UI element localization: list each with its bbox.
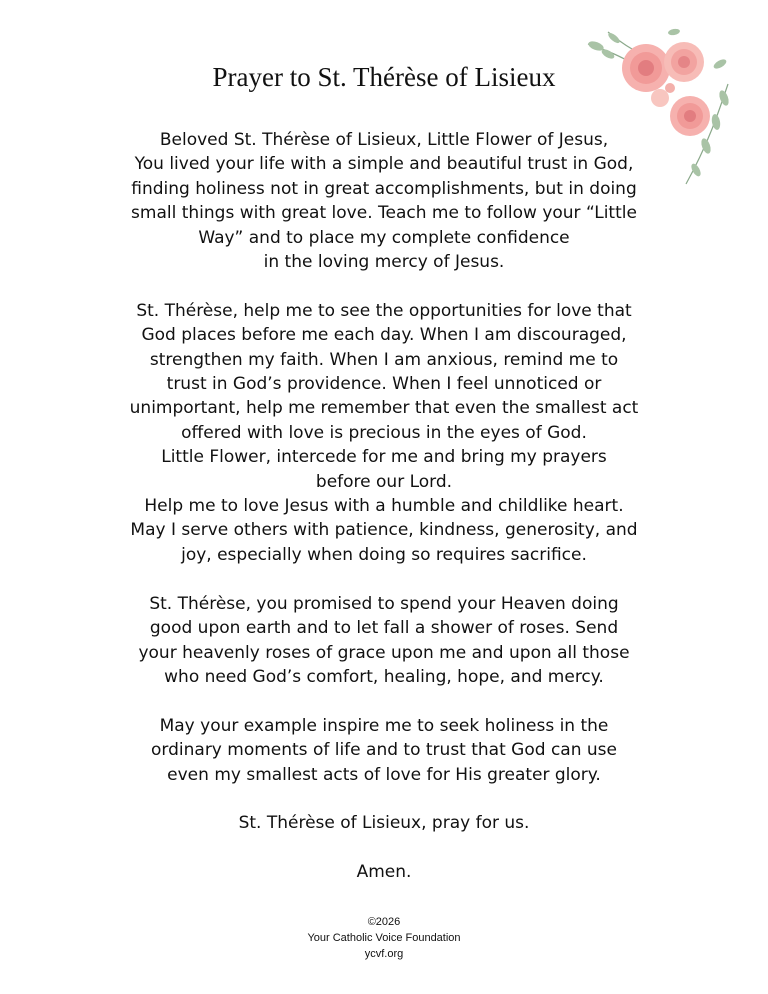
prayer-line: May I serve others with patience, kindness, generosity, and: [130, 520, 638, 541]
prayer-line: before our Lord.: [315, 471, 453, 492]
prayer-line: good upon earth and to let fall a shower of roses. Send: [149, 618, 619, 639]
roses: [622, 42, 710, 136]
prayer-line: in the loving mercy of Jesus.: [263, 252, 505, 273]
stanza-3: [84, 592, 684, 690]
prayer-line: joy, especially when doing so requires sacrifice.: [181, 544, 587, 565]
prayer-line: St. Thérèse, help me to see the opportunities for love that: [136, 300, 632, 321]
prayer-line: even my smallest acts of love for His greater glory.: [167, 764, 601, 785]
stanza-2: [84, 299, 684, 567]
prayer-line: strengthen my faith. When I am anxious, remind me to: [149, 349, 619, 370]
stanza-1: [84, 128, 684, 274]
prayer-line: Way” and to place my complete confidence: [198, 227, 570, 248]
stanza-amen: [84, 860, 684, 884]
prayer-line: your heavenly roses of grace upon me and upon all those: [138, 642, 630, 663]
footer: [0, 914, 768, 962]
prayer-line: offered with love is precious in the eyes of God.: [181, 422, 587, 443]
prayer-line: Help me to love Jesus with a humble and childlike heart.: [144, 496, 624, 517]
prayer-text: [84, 128, 684, 909]
prayer-line: small things with great love. Teach me to follow your “Little: [131, 203, 637, 224]
prayer-line: unimportant, help me remember that even the smallest act: [129, 398, 639, 419]
prayer-line: who need God’s comfort, healing, hope, and mercy.: [164, 666, 604, 687]
stanza-4: [84, 714, 684, 787]
prayer-line: Little Flower, intercede for me and bring my prayers: [161, 447, 607, 468]
prayer-line: Amen.: [356, 862, 412, 883]
page-title: Prayer to St. Thérèse of Lisieux: [212, 62, 556, 92]
stanza-5: [84, 811, 684, 835]
prayer-line: May your example inspire me to seek holiness in the: [159, 715, 609, 736]
prayer-line: trust in God’s providence. When I feel unnoticed or: [166, 374, 602, 395]
prayer-line: Beloved St. Thérèse of Lisieux, Little Flower of Jesus,: [159, 130, 609, 150]
prayer-line: You lived your life with a simple and beautiful trust in God,: [134, 154, 634, 175]
copyright-text: ©2026: [367, 916, 401, 928]
prayer-line: finding holiness not in great accomplishments, but in doing: [131, 178, 637, 199]
prayer-line: ordinary moments of life and to trust that God can use: [151, 740, 617, 761]
website-link[interactable]: ycvf.org: [364, 948, 404, 960]
prayer-line: God places before me each day. When I am discouraged,: [141, 325, 627, 346]
prayer-line: St. Thérèse, you promised to spend your Heaven doing: [149, 593, 619, 614]
prayer-line: St. Thérèse of Lisieux, pray for us.: [238, 813, 530, 834]
organization-name: Your Catholic Voice Foundation: [307, 932, 461, 944]
